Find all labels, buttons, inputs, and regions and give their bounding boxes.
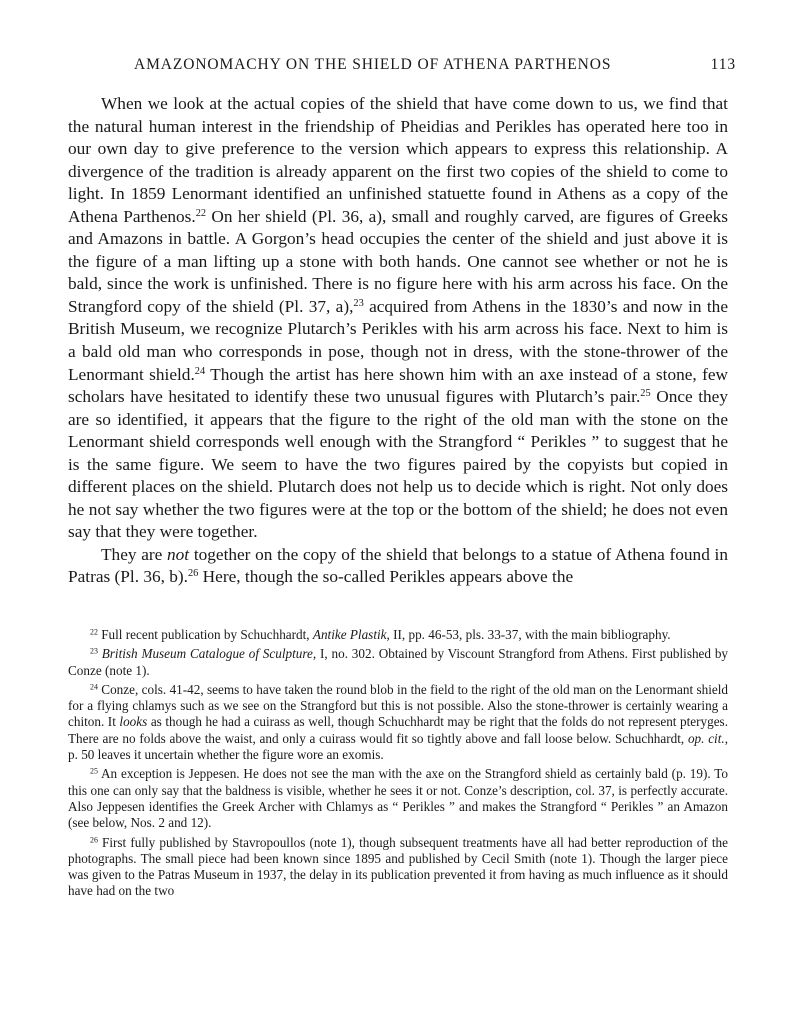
footnote-25 — [68, 766, 728, 831]
footnote-number: 26 — [90, 834, 98, 844]
text-run: , p. 50 leaves it uncertain whether the figure wore an exomis. — [68, 730, 728, 763]
text-run: Though the artist has here shown him with an axe instead of a stone, few scholars have hesitated to identify these two unusual figures with Plutarch’s pair. — [68, 364, 728, 407]
text-run: Here, though the so-called Perikles appears above the — [198, 567, 574, 587]
text-run: They are — [101, 544, 168, 564]
emphasis: looks — [119, 714, 148, 730]
running-title: AMAZONOMACHY ON THE SHIELD OF ATHENA PARTHENOS — [134, 56, 612, 73]
emphasis: Antike Plastik — [312, 627, 387, 642]
text-run: acquired from Athens in the 1830’s and now in the British Museum, we recognize Plutarch’s Perikles with his arm across his face. Next to him is a bald old man who corresponds in pose, though not in dress, with the stone-thrower of the Lenormant shield. — [68, 296, 728, 384]
emphasis: op. cit. — [687, 730, 725, 746]
footnote-number: 23 — [90, 646, 98, 656]
footnote-ref-24: 24 — [194, 365, 206, 377]
text-run: An exception is Jeppesen. He does not see the man with the axe on the Strangford shield as certainly bald (p. 19). To this one can only say that the baldness is visible, whether he sees it or not. Conze’s description, col. 37, is perfectly accurate. Also Jeppesen identifies the Greek Archer with Chlamys as “ Perikles ” and makes the Strangford “ Perikles ” an Amazon (see below, Nos. 2 and 12). — [68, 766, 728, 831]
text-run: On her shield (Pl. 36, a), small and roughly carved, are figures of Greeks and Amazons in battle. A Gorgon’s head occupies the center of the shield and just above it is the figure of a man lifting up a stone with both hands. One cannot see whether or not he is bald, since the work is unfinished. There is no figure here with his arm across his face. On the Strangford copy of the shield (Pl. 37, a), — [68, 206, 728, 316]
emphasis: British Museum Catalogue of Sculpture — [101, 646, 313, 662]
text-run: as though he had a cuirass as well, though Schuchhardt may be right that the folds do not represent pteryges. There are no folds above the waist, and only a cuirass would fit so tightly above and fall loose below. Schuchhardt, — [68, 714, 728, 746]
text-run: together on the copy of the shield that belongs to a statue of Athena found in Patras (Pl. 36, b). — [68, 544, 728, 587]
text-run: When we look at the actual copies of the shield that have come down to us, we find that the natural human interest in the friendship of Pheidias and Perikles has operated here too in our own day to give preference to the version which appears to express this relationship. A divergence of the tradition is already apparent on the first two copies of the shield to come to light. In 1859 Lenormant identified an unfinished statuette found in Athens as a copy of the Athena Parthenos. — [68, 94, 728, 226]
footnote-number: 22 — [90, 627, 98, 637]
text-run: Conze, cols. 41-42, seems to have taken the round blob in the field to the right of the old man on the Lenormant shield for a flying chlamys such as we see on the Strangford but this is not possible. Also the stone-thrower is certainly wearing a chiton. It — [68, 681, 728, 730]
emphasis: not — [167, 544, 190, 564]
paragraph-2 — [68, 544, 728, 589]
page-number: 113 — [710, 56, 736, 73]
footnote-ref-22: 22 — [195, 207, 207, 219]
text-run: Once they are so identified, it appears that the figure to the right of the old man with the stone on the Lenormant shield corresponds well enough with the Strangford “ Perikles ” to suggest that he is the same figure. We seem to have the two figures paired by the copyists but copied in different places on the shield. Plutarch does not help us to decide which is right. Not only does he not say whether the two figures were at the top or the bottom of the shield; he does not even say that they were together. — [68, 387, 728, 542]
footnote-number: 24 — [90, 682, 98, 692]
text-run: , I, no. 302. Obtained by Viscount Strangford from Athens. First published by Conze (note 1). — [68, 646, 729, 678]
footnote-23 — [68, 646, 728, 679]
main-text — [68, 93, 728, 589]
footnote-ref-23: 23 — [353, 297, 364, 309]
running-header — [104, 56, 736, 74]
footnote-number: 25 — [90, 766, 98, 776]
text-run: First fully published by Stavropoullos (note 1), though subsequent treatments have all had better reproduction of the photographs. The small piece had been known since 1895 and published by Cecil Smith (note 1). Though the larger piece was given to the Patras Museum in 1937, the delay in its publication prevented it from having as much influence as it should have had on the two — [68, 834, 728, 899]
footnote-ref-25: 25 — [640, 387, 651, 399]
footnotes — [68, 627, 728, 903]
footnote-22 — [68, 627, 728, 643]
paragraph-1 — [68, 93, 728, 544]
footnote-24 — [68, 682, 728, 763]
text-run: , II, pp. 46-53, pls. 33-37, with the main bibliography. — [386, 627, 671, 642]
footnote-26 — [68, 835, 728, 900]
footnote-ref-26: 26 — [188, 568, 199, 580]
text-run: Full recent publication by Schuchhardt, — [97, 627, 313, 642]
